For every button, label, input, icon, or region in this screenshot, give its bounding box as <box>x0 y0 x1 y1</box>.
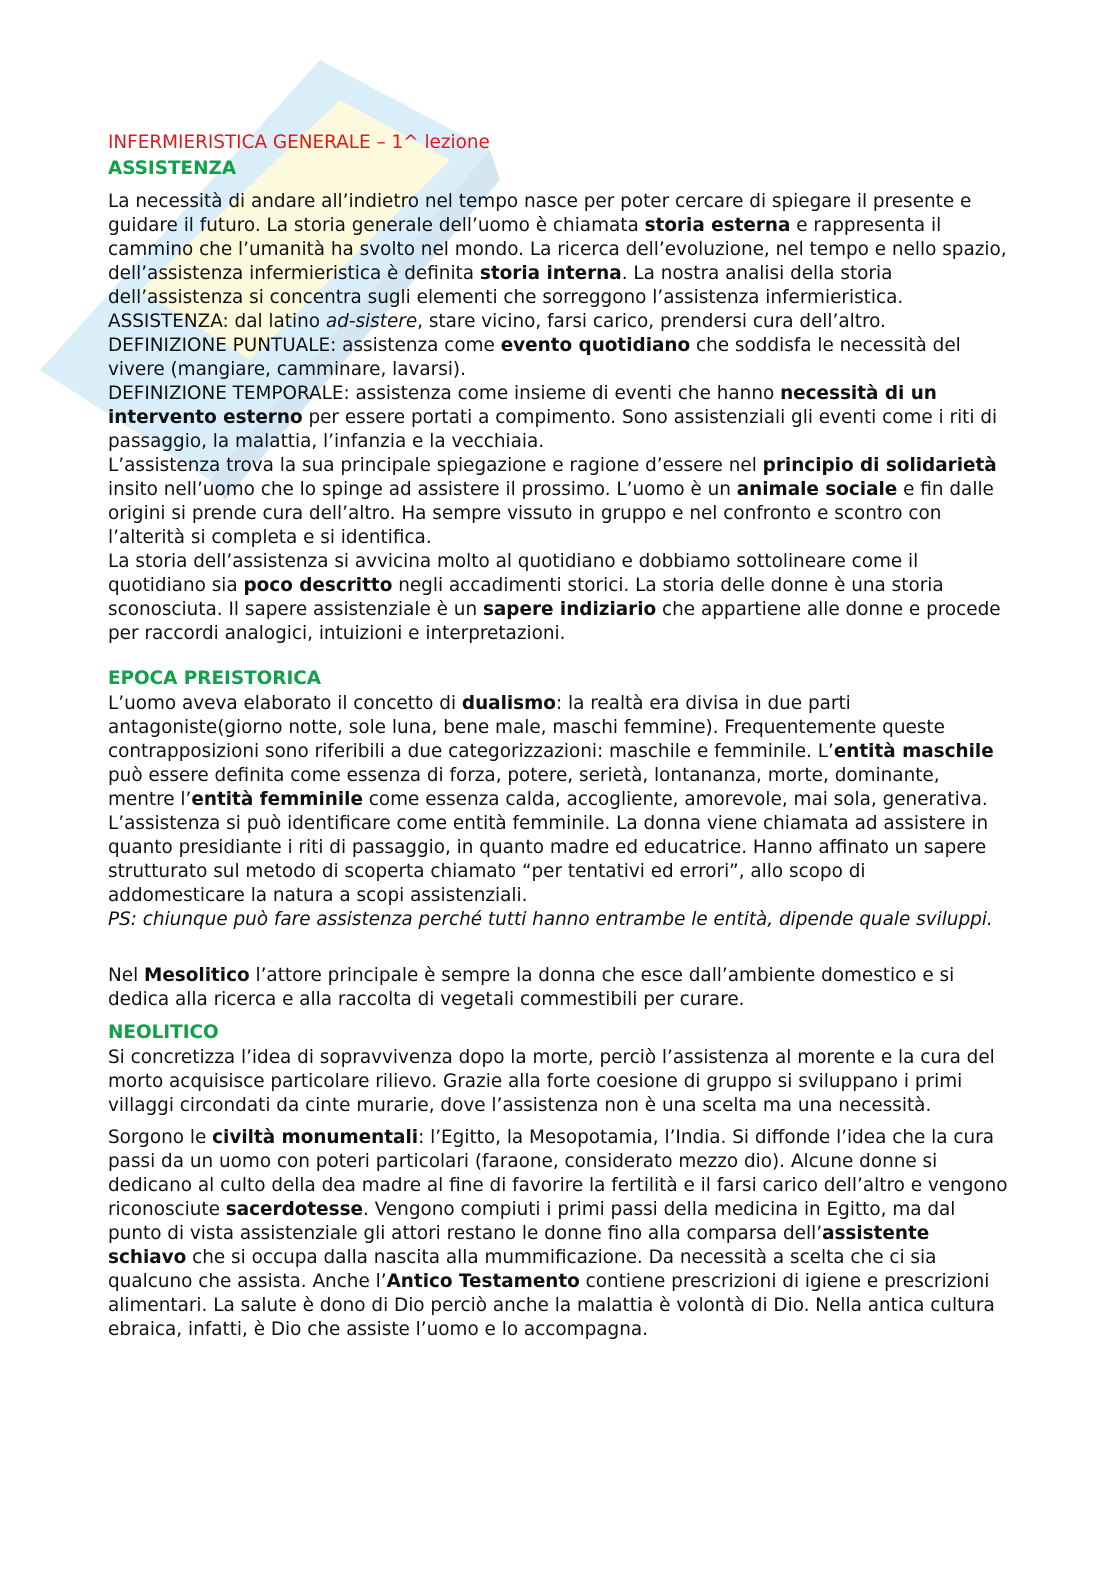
paragraph: La storia dell’assistenza si avvicina molto al quotidiano e dobbiamo sottolineare come il quotidiano sia poco descritto negli accadimenti storici. La storia delle donne è una storia sconosciuta. Il sapere assistenziale è un sapere indiziario che appartiene alle donne e procede per raccordi analogici, intuizioni e interpretazioni. <box>108 551 1001 644</box>
paragraph: DEFINIZIONE TEMPORALE: assistenza come insieme di eventi che hanno necessità di un intervento esterno per essere portati a compimento. Sono assistenziali gli eventi come i riti di passaggio, la malattia, l’infanzia e la vecchiaia. <box>108 383 998 452</box>
paragraph: Sorgono le civiltà monumentali: l’Egitto, la Mesopotamia, l’India. Si diffonde l’idea che la cura passi da un uomo con poteri particolari (faraone, considerato mezzo dio). Alcune donne si dedicano al culto della dea madre al fine di favorire la fertilità e il farsi carico dell’altro e vengono riconosciute sacerdotesse. Vengono compiuti i primi passi della medicina in Egitto, ma dal punto di vista assistenziale gli attori restano le donne fino alla comparsa dell’assistente schiavo che si occupa dalla nascita alla mummificazione. Da necessità a scelta che ci sia qualcuno che assista. Anche l’Antico Testamento contiene prescrizioni di igiene e prescrizioni alimentari. La salute è dono di Dio perciò anche la malattia è volontà di Dio. Nella antica cultura ebraica, infatti, è Dio che assiste l’uomo e lo accompagna. <box>108 1127 1008 1340</box>
paragraph: ASSISTENZA: dal latino ad-sistere, stare vicino, farsi carico, prendersi cura dell’altro. <box>108 311 886 332</box>
paragraph: L’assistenza trova la sua principale spiegazione e ragione d’essere nel principio di solidarietà insito nell’uomo che lo spinge ad assistere il prossimo. L’uomo è un animale sociale e fin dalle origini si prende cura dell’altro. Ha sempre vissuto in gruppo e nel confronto e scontro con l’alterità si completa e si identifica. <box>108 455 997 548</box>
paragraph: L’uomo aveva elaborato il concetto di dualismo: la realtà era divisa in due parti antagoniste(giorno notte, sole luna, bene male, maschi femmine). Frequentemente queste contrapposizioni sono riferibili a due categorizzazioni: maschile e femminile. L’entità maschile può essere definita come essenza di forza, potere, serietà, lontananza, morte, dominante, mentre l’entità femminile come essenza calda, accogliente, amorevole, mai sola, generativa. L’assistenza si può identificare come entità femminile. La donna viene chiamata ad assistere in quanto presidiante i riti di passaggio, in quanto madre ed educatrice. Hanno affinato un sapere strutturato sul metodo di scoperta chiamato “per tentativi ed errori”, allo scopo di addomesticare la natura a scopi assistenziali. <box>108 693 994 906</box>
paragraph: DEFINIZIONE PUNTUALE: assistenza come evento quotidiano che soddisfa le necessità del vivere (mangiare, camminare, lavarsi). <box>108 335 961 380</box>
paragraph: La necessità di andare all’indietro nel tempo nasce per poter cercare di spiegare il presente e guidare il futuro. La storia generale dell’uomo è chiamata storia esterna e rappresenta il cammino che l’umanità ha svolto nel mondo. La ricerca dell’evoluzione, nel tempo e nello spazio, dell’assistenza infermieristica è definita storia interna. La nostra analisi della storia dell’assistenza si concentra sugli elementi che sorreggono l’assistenza infermieristica. <box>108 191 1007 308</box>
paragraph: Si concretizza l’idea di sopravvivenza dopo la morte, perciò l’assistenza al morente e la cura del morto acquisisce particolare rilievo. Grazie alla forte coesione di gruppo si sviluppano i primi villaggi circondati da cinte murarie, dove l’assistenza non è una scelta ma una necessità. <box>108 1047 995 1116</box>
paragraph: Nel Mesolitico l’attore principale è sempre la donna che esce dall’ambiente domestico e si dedica alla ricerca e alla raccolta di vegetali commestibili per curare. <box>108 965 955 1010</box>
document-page <box>108 130 1008 1342</box>
heading-neolitico: NEOLITICO <box>108 1022 219 1043</box>
ps-note: PS: chiunque può fare assistenza perché tutti hanno entrambe le entità, dipende quale sviluppi. <box>108 909 993 930</box>
heading-epoca-preistorica: EPOCA PREISTORICA <box>108 668 322 689</box>
heading-assistenza: ASSISTENZA <box>108 158 237 179</box>
document-title: INFERMIERISTICA GENERALE – 1^ lezione <box>108 132 490 153</box>
